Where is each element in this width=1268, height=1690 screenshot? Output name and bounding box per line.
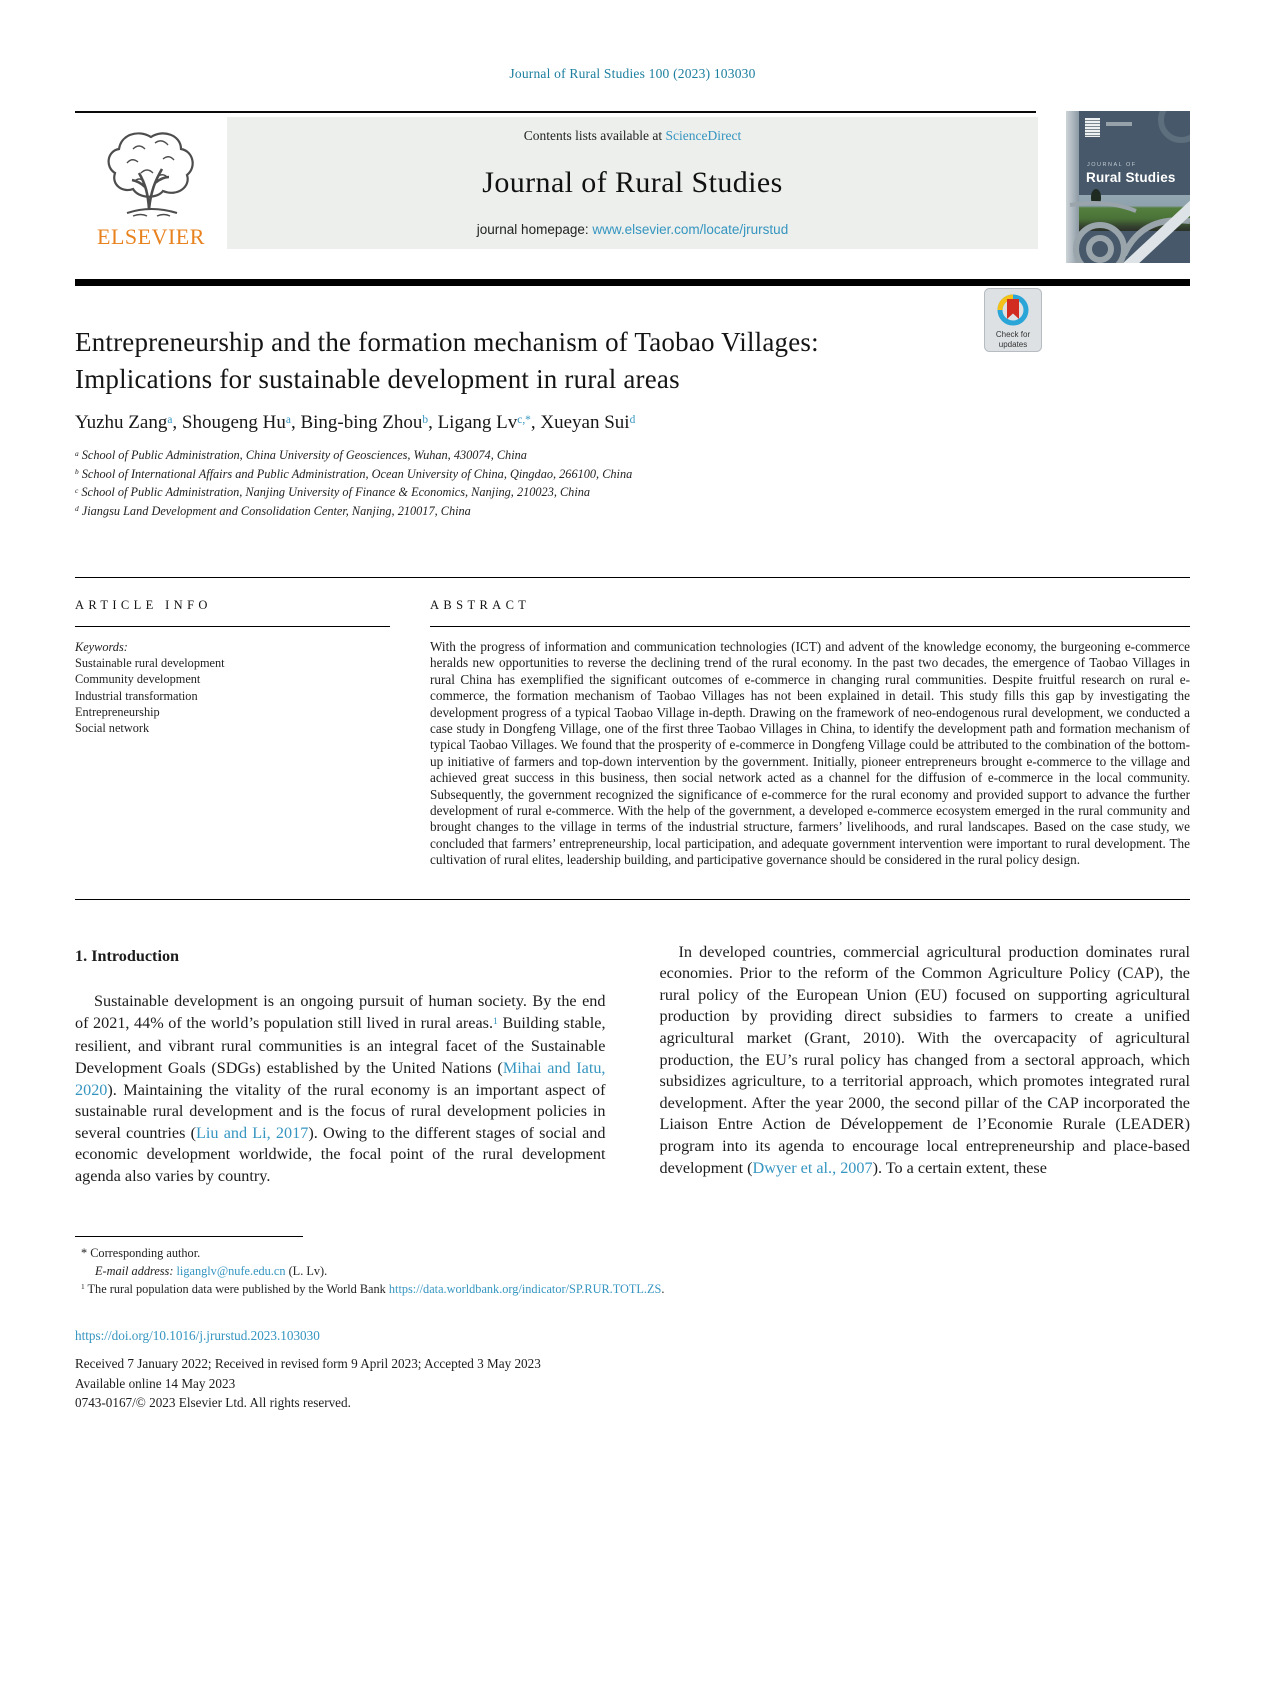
homepage-line [237, 222, 1028, 237]
introduction-paragraph-right [660, 942, 1191, 1180]
inline-link[interactable]: a [285, 413, 291, 426]
svg-text:updates: updates [998, 340, 1028, 349]
contents-line [237, 128, 1028, 144]
text-segment: Yuzhu Zang [75, 412, 168, 433]
abstract-text: With the progress of information and communication technologies (ICT) and advent of the knowledge economy, the burgeoning e-commerce heralds new opportunities to reverse the declining trend of the rural economy. In the past two decades, the emergence of Taobao Villages in rural China has exemplified the significant outcomes of e-commerce in changing rural communities. Despite fruitful research on rural e-commerce, the formation mechanism of Taobao Villages has not been explained in detail. This study fills this gap by investigating the development progress of a typical Taobao Village in-depth. Drawing on the framework of neo-endogenous rural development, we conducted a case study in Dongfeng Village, one of the first three Taobao Villages in China, to identify the development path and formation mechanism of typical Taobao Villages. We found that the prosperity of e-commerce in Dongfeng Village could be attributed to the combination of the bottom-up initiative of farmers and top-down intervention by the government. Initially, pioneer entrepreneurs brought e-commerce to the village and achieved great success in this business, then social network acted as a channel for the diffusion of e-commerce in the local community. Subsequently, the government recognized the significance of e-commerce for the rural economy and provided support to advance the further development of rural e-commerce. With the help of the government, a developed e-commerce ecosystem emerged in the rural community and brought changes to the village in terms of the industrial structure, farmers’ livelihoods, and rural landscapes. Based on the case study, we concluded that farmers’ entrepreneurship, local participation, and adequate government intervention were important to rural development. The cultivation of rural elites, leadership building, and participative governance should be considered in the rural policy design. [430, 639, 1190, 868]
keywords-label: Keywords: [75, 640, 128, 654]
text-segment: ). To a certain extent, these [872, 1158, 1047, 1177]
email-address-note [75, 1262, 1190, 1280]
affiliation-d [75, 503, 1190, 522]
info-abstract-band [75, 577, 1190, 900]
elsevier-logo[interactable] [75, 117, 227, 250]
text-segment: b [75, 467, 79, 477]
abstract-column [430, 598, 1190, 869]
article-title-line1: Entrepreneurship and the formation mechanism of Taobao Villages: [75, 327, 819, 357]
keyword-item: Social network [75, 721, 150, 736]
journal-citation: Journal of Rural Studies 100 (2023) 103030 [509, 66, 756, 81]
inline-link[interactable]: https://data.worldbank.org/indicator/SP.RUR.TOTL.ZS [388, 1281, 662, 1296]
article-title-line2: Implications for sustainable development in rural areas [75, 364, 680, 394]
inline-link[interactable]: liganglv@nufe.edu.cn [176, 1263, 286, 1278]
inline-link[interactable]: Mihai and Iatu, 2020 [75, 1059, 606, 1099]
keyword-item: Entrepreneurship [75, 704, 160, 719]
text-segment: Xueyan Sui [540, 412, 630, 433]
homepage-prefix: journal homepage: [476, 222, 593, 237]
svg-text:Check for: Check for [995, 330, 1031, 339]
check-updates-icon [984, 288, 1042, 352]
inline-link[interactable]: a [167, 413, 173, 426]
text-segment: The rural population data were published by the World Bank [84, 1281, 389, 1296]
text-segment: ). Owing to the different stages of social and economic development worldwide, the focal point of the rural development agenda also varies by country. [75, 1123, 606, 1186]
introduction-heading: 1. Introduction [75, 946, 180, 965]
journal-masthead [227, 117, 1038, 249]
footnotes-rule [75, 1236, 303, 1237]
keyword-item: Industrial transformation [75, 688, 198, 703]
keyword-item: Community development [75, 672, 201, 687]
text-segment: In developed countries, commercial agricultural production dominates rural economies. Prior to the reform of the Common Agriculture Policy (CAP), the rural policy of the European Union (EU) focused on supporting agricultural production by providing direct subsidies to farmers to create a unified agricultural market (Grant, 2010). With the overcapacity of agricultural production, the EU’s rural policy has changed from a sectoral approach, which subsidizes agriculture, to a territorial approach, which promotes integrated rural development. After the year 2000, the second pillar of the CAP incorporated the Liaison Entre Action de Développement de l’Economie Rurale (LEADER) program into its agenda to encourage local entrepreneurship and place-based development ( [659, 942, 1190, 1177]
issn-copyright: 0743-0167/© 2023 Elsevier Ltd. All rights reserved. [75, 1395, 351, 1411]
text-segment: Shougeng Hu [181, 412, 286, 433]
journal-title: Journal of Rural Studies [482, 166, 783, 199]
inline-link[interactable]: Dwyer et al., 2007 [752, 1158, 873, 1177]
article-info-column [75, 598, 390, 869]
inline-link[interactable]: c,* [517, 413, 531, 426]
affiliation-c [75, 484, 1190, 503]
keyword-item: Sustainable rural development [75, 656, 225, 671]
available-online: Available online 14 May 2023 [75, 1375, 236, 1391]
body-column-left [75, 928, 606, 1188]
text-segment: , [428, 412, 438, 433]
title-block [75, 324, 1190, 398]
cover-logo-caption [1106, 122, 1132, 126]
text-segment: * Corresponding author. [81, 1245, 201, 1260]
text-segment: 1 [81, 1282, 85, 1292]
text-segment: , [530, 412, 541, 433]
contents-prefix: Contents lists available at [523, 128, 666, 143]
text-segment: ). Maintaining the vitality of the rural economy is an important aspect of sustainable rural development and is the focus of rural development policies in several countries ( [75, 1080, 606, 1142]
article-footer [75, 1326, 1190, 1413]
article-info-heading: ARTICLE INFO [75, 598, 212, 612]
inline-link[interactable]: d [629, 413, 636, 426]
text-segment: E-mail address: [95, 1263, 177, 1278]
text-segment: a [75, 448, 79, 458]
elsevier-tree-icon [99, 123, 203, 224]
cover-swirl-decoration [1158, 111, 1190, 143]
text-segment: c [75, 485, 79, 495]
body-columns [75, 928, 1190, 1188]
abstract-rule [430, 626, 1190, 627]
abstract-heading: ABSTRACT [430, 598, 531, 612]
cover-title: Rural Studies [1086, 170, 1176, 185]
black-separator-bar [75, 279, 1190, 286]
keywords-list [75, 655, 390, 736]
text-segment: , [290, 412, 301, 433]
inline-link[interactable]: b [422, 413, 429, 426]
cover-elsevier-logo-icon [1085, 118, 1100, 137]
inline-link[interactable]: Liu and Li, 2017 [196, 1123, 309, 1142]
sciencedirect-link[interactable]: ScienceDirect [665, 128, 742, 143]
authors-line [75, 412, 1190, 434]
footnotes-block [75, 1236, 1190, 1300]
article-info-rule [75, 626, 390, 627]
inline-link[interactable]: 1 [493, 1015, 498, 1027]
text-segment: Ligang Lv [437, 412, 518, 433]
introduction-paragraph-left [75, 991, 606, 1187]
text-segment: School of International Affairs and Public Administration, Ocean University of China, Qingdao, 266100, China [78, 466, 633, 481]
masthead-row [75, 117, 1190, 263]
check-for-updates-badge[interactable] [984, 288, 1042, 357]
corresponding-author-note [75, 1244, 1190, 1262]
elsevier-wordmark: ELSEVIER [97, 224, 205, 249]
affiliations-block [75, 447, 1190, 521]
affiliation-b [75, 466, 1190, 485]
text-segment: , [172, 412, 182, 433]
affiliation-a [75, 447, 1190, 466]
text-segment: Building stable, resilient, and vibrant rural communities is an integral facet of the Sustainable Development Goals (SDGs) established by the United Nations ( [75, 1013, 606, 1078]
text-segment: School of Public Administration, China University of Geosciences, Wuhan, 430074, China [78, 448, 527, 462]
text-segment: (L. Lv). [285, 1263, 328, 1278]
cover-journal-of-label: JOURNAL OF [1087, 162, 1137, 168]
received-dates: Received 7 January 2022; Received in revised form 9 April 2023; Accepted 3 May 2023 [75, 1356, 541, 1372]
footnote-1 [75, 1280, 1190, 1300]
text-segment: School of Public Administration, Nanjing University of Finance & Economics, Nanjing, 210023, China [78, 485, 591, 499]
text-segment: d [75, 504, 79, 514]
text-segment: Bing-bing Zhou [300, 412, 423, 433]
body-column-right [660, 928, 1191, 1188]
journal-cover-thumbnail[interactable] [1066, 111, 1190, 263]
header-rule [75, 111, 1036, 113]
doi-link[interactable]: https://doi.org/10.1016/j.jrurstud.2023.103030 [75, 1327, 320, 1343]
text-segment: Jiangsu Land Development and Consolidation Center, Nanjing, 210017, China [78, 503, 471, 518]
text-segment: . [661, 1281, 665, 1296]
text-segment: Sustainable development is an ongoing pursuit of human society. By the end of 2021, 44% of the world’s population still lived in rural areas. [75, 992, 606, 1032]
homepage-url-link[interactable]: www.elsevier.com/locate/jrurstud [592, 222, 789, 237]
